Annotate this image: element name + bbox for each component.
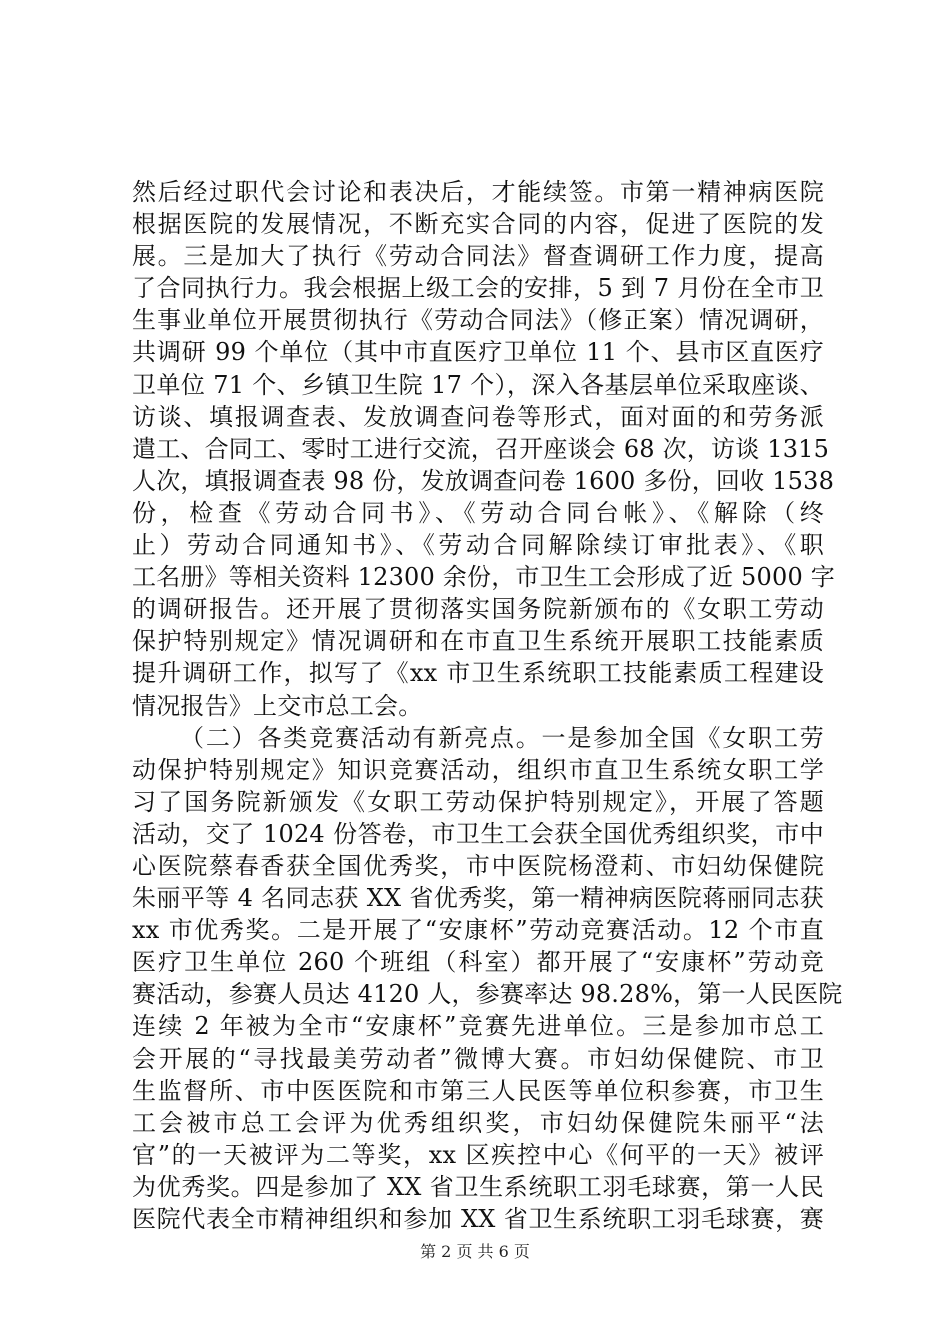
text-line: 会开展的“寻找最美劳动者”微博大赛。市妇幼保健院、市卫: [132, 1044, 824, 1073]
text-line: 工会被市总工会评为优秀组织奖，市妇幼保健院朱丽平“法: [132, 1108, 824, 1137]
text-line: 生事业单位开展贯彻执行《劳动合同法》（修正案）情况调研，: [132, 306, 824, 335]
text-line: 保护特别规定》情况调研和在市直卫生系统开展职工技能素质: [132, 627, 824, 656]
text-line: 根据医院的发展情况，不断充实合同的内容，促进了医院的发: [132, 210, 824, 239]
text-line: 遣工、合同工、零时工进行交流，召开座谈会 68 次，访谈 1315: [132, 434, 830, 463]
text-line: 止）劳动合同通知书》、《劳动合同解除续订审批表》、《职: [132, 531, 824, 560]
section-heading-line: （二）各类竞赛活动有新亮点。一是参加全国《女职工劳: [180, 723, 824, 752]
text-line: 生监督所、市中医医院和市第三人民医等单位积参赛，市卫生: [132, 1076, 824, 1105]
text-line: 工名册》等相关资料 12300 余份，市卫生工会形成了近 5000 字: [132, 563, 835, 592]
body-text: [132, 176, 843, 1235]
text-line: 习了国务院新颁发《女职工劳动保护特别规定》，开展了答题: [132, 787, 824, 816]
text-line: 了合同执行力。我会根据上级工会的安排，5 到 7 月份在全市卫: [132, 274, 824, 303]
text-line: xx 市优秀奖。二是开展了“安康杯”劳动竞赛活动。12 个市直: [132, 916, 824, 945]
text-line: 的调研报告。还开展了贯彻落实国务院新颁布的《女职工劳动: [132, 595, 824, 624]
text-line: 情况报告》上交市总工会。: [132, 691, 423, 720]
text-line: 人次，填报调查表 98 份，发放调查问卷 1600 多份，回收 1538: [132, 466, 835, 495]
text-line: 赛活动，参赛人员达 4120 人，参赛率达 98.28%，第一人民医院: [132, 980, 843, 1009]
text-line: 份，检查《劳动合同书》、《劳动合同台帐》、《解除（终: [132, 498, 824, 527]
text-line: 连续 2 年被为全市“安康杯”竞赛先进单位。三是参加市总工: [132, 1012, 824, 1041]
text-line: 展。三是加大了执行《劳动合同法》督查调研工作力度，提高: [132, 242, 824, 271]
text-line: 医院代表全市精神组织和参加 XX 省卫生系统职工羽毛球赛，赛: [132, 1205, 824, 1233]
text-line: 心医院蔡春香获全国优秀奖，市中医院杨澄莉、市妇幼保健院: [132, 851, 824, 880]
text-line: 为优秀奖。四是参加了 XX 省卫生系统职工羽毛球赛，第一人民: [132, 1172, 824, 1201]
text-line: 活动，交了 1024 份答卷，市卫生工会获全国优秀组织奖，市中: [132, 819, 824, 848]
text-line: 共调研 99 个单位（其中市直医疗卫单位 11 个、县市区直医疗: [132, 338, 824, 367]
text-line: 官”的一天被评为二等奖，xx 区疾控中心《何平的一天》被评: [132, 1140, 824, 1169]
text-line: 医疗卫生单位 260 个班组（科室）都开展了“安康杯”劳动竞: [132, 948, 824, 977]
text-line: 然后经过职代会讨论和表决后，才能续签。市第一精神病医院: [132, 178, 824, 206]
text-line: 卫单位 71 个、乡镇卫生院 17 个），深入各基层单位采取座谈、: [132, 370, 824, 399]
text-line: 访谈、填报调查表、发放调查问卷等形式，面对面的和劳务派: [132, 402, 824, 431]
text-line: 朱丽平等 4 名同志获 XX 省优秀奖，第一精神病医院蒋丽同志获: [132, 884, 824, 913]
text-line: 提升调研工作，拟写了《xx 市卫生系统职工技能素质工程建设: [132, 659, 824, 688]
text-line: 动保护特别规定》知识竞赛活动，组织市直卫生系统女职工学: [132, 755, 824, 784]
page-footer: 第 2 页 共 6 页: [420, 1242, 530, 1261]
